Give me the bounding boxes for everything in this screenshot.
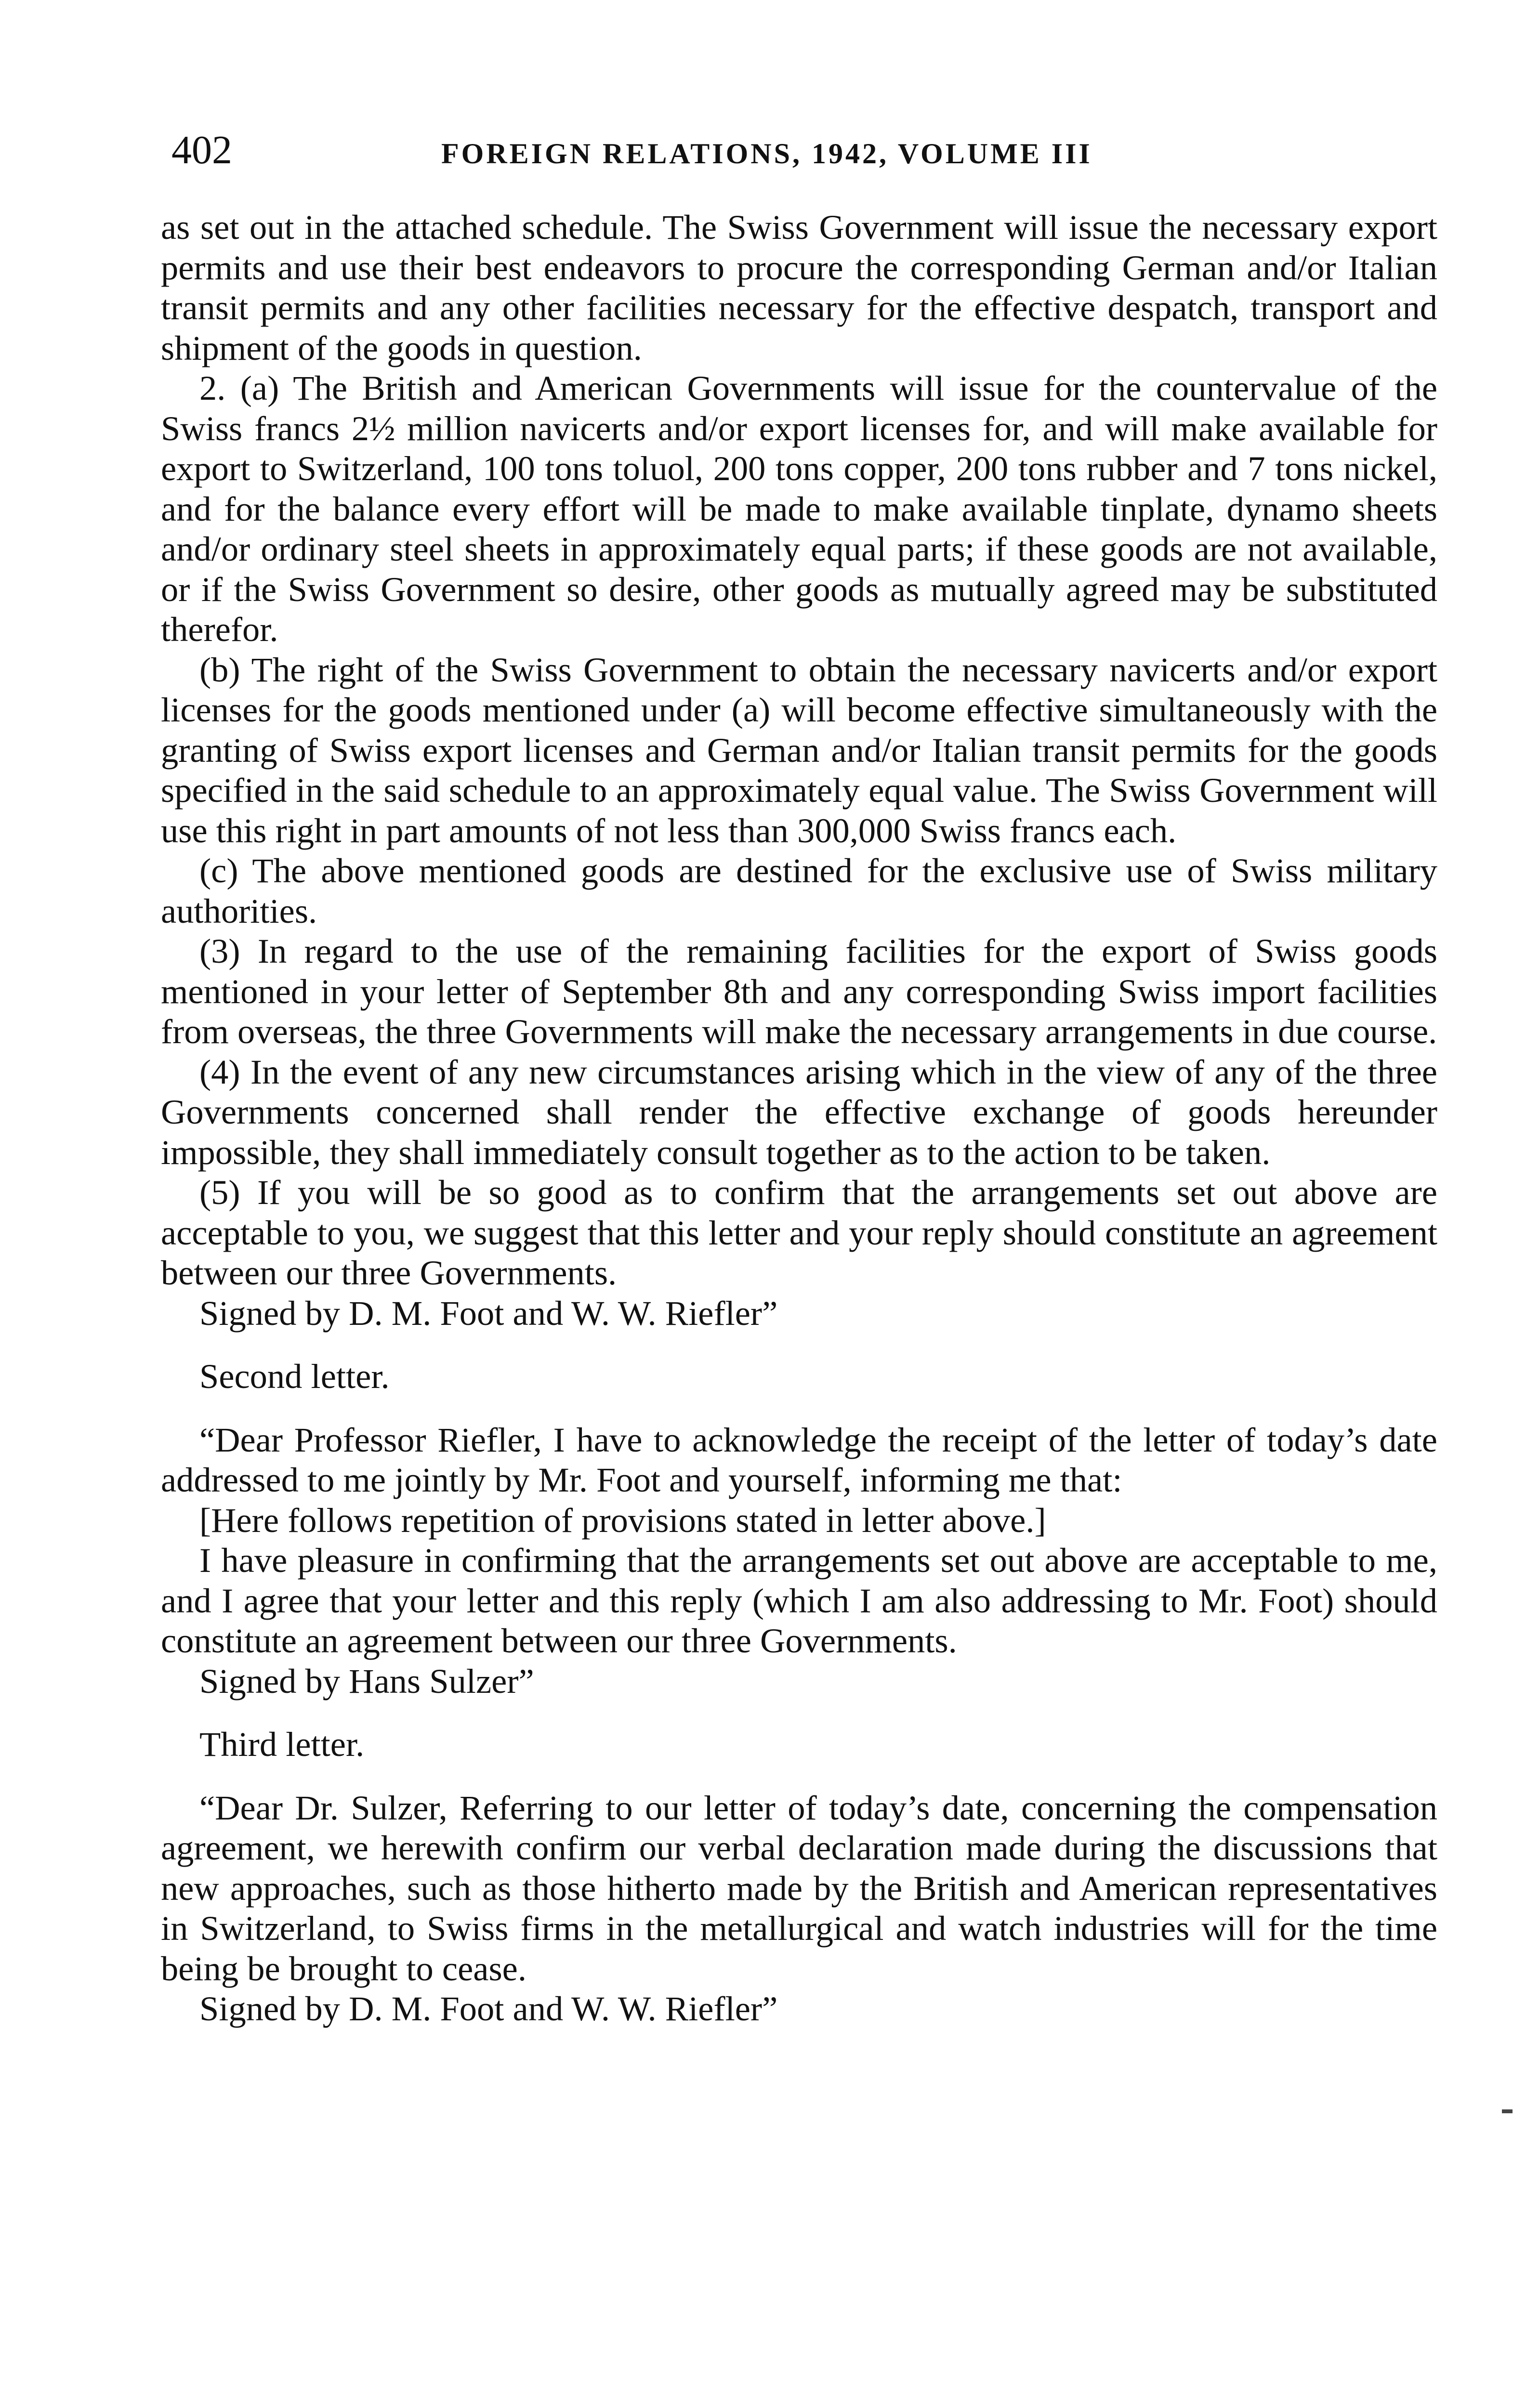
paragraph-4: (4) In the event of any new circumstances arising which in the view of any of the three Governments concerned shall render the effective exchange of goods hereunder impossible, they shall immediately consult together as to the action to be taken. <box>161 1052 1437 1172</box>
second-letter-confirmation: I have pleasure in confirming that the arrangements set out above are acceptable to me, and I agree that your letter and this reply (which I am also addressing to Mr. Foot) should constitute an agreement between our three Governments. <box>161 1541 1437 1660</box>
page-number: 402 <box>171 128 232 172</box>
paragraph-5: (5) If you will be so good as to confirm that the arrangements set out above are acceptable to you, we suggest that this letter and your reply should constitute an agreement between our three Governments. <box>161 1173 1437 1292</box>
third-letter-body: “Dear Dr. Sulzer, Referring to our letter of today’s date, concerning the compensation agreement, we herewith confirm our verbal declaration made during the discussions that new approaches, such as those hitherto made by the British and American representatives in Switzerland, to Swiss firms in the metallurgical and watch industries will for the time being be brought to cease. <box>161 1788 1437 1988</box>
paragraph-2b: (b) The right of the Swiss Government to obtain the necessary navicerts and/or export licenses for the goods mentioned under (a) will become effective simultaneously with the granting of Swiss export licenses and German and/or Italian transit permits for the goods specified in the said schedule to an approximately equal value. The Swiss Government will use this right in part amounts of not less than 300,000 Swiss francs each. <box>161 650 1437 850</box>
page-header <box>171 126 1448 174</box>
signature-line-second-letter: Signed by Hans Sulzer” <box>199 1661 534 1701</box>
paragraph-schedule-continuation: as set out in the attached schedule. The Swiss Government will issue the necessary export permits and use their best endeavors to procure the corresponding German and/or Italian transit permits and any other facilities necessary for the effective despatch, transport and shipment of the goods in question. <box>161 208 1437 367</box>
paragraph-2a: 2. (a) The British and American Governments will issue for the countervalue of the Swiss francs 2½ million navicerts and/or export licenses for, and will make available for export to Switzerland, 100 tons toluol, 200 tons copper, 200 tons rubber and 7 tons nickel, and for the balance every effort will be made to make available tinplate, dynamo sheets and/or ordinary steel sheets in approximately equal parts; if these goods are not available, or if the Swiss Government so desire, other goods as mutually agreed may be substituted therefor. <box>161 368 1437 649</box>
second-letter-label: Second letter. <box>199 1357 390 1396</box>
running-head: FOREIGN RELATIONS, 1942, VOLUME III <box>441 138 1092 170</box>
second-letter-opening: “Dear Professor Riefler, I have to acknowledge the receipt of the letter of today’s date addressed to me jointly by Mr. Foot and yourself, informing me that: <box>161 1420 1437 1499</box>
signature-line-third-letter: Signed by D. M. Foot and W. W. Riefler” <box>199 1989 778 2028</box>
margin-mark <box>1502 2109 1513 2113</box>
paragraph-3: (3) In regard to the use of the remaining facilities for the export of Swiss goods mentioned in your letter of September 8th and any corresponding Swiss import facilities from overseas, the three Governments will make the necessary arrangements in due course. <box>161 931 1437 1051</box>
signature-line-first-letter: Signed by D. M. Foot and W. W. Riefler” <box>199 1293 778 1333</box>
second-letter-repetition-note: [Here follows repetition of provisions stated in letter above.] <box>199 1500 1046 1540</box>
document-body <box>161 207 1437 2029</box>
paragraph-2c: (c) The above mentioned goods are destined for the exclusive use of Swiss military authorities. <box>161 851 1437 930</box>
third-letter-label: Third letter. <box>199 1725 365 1764</box>
